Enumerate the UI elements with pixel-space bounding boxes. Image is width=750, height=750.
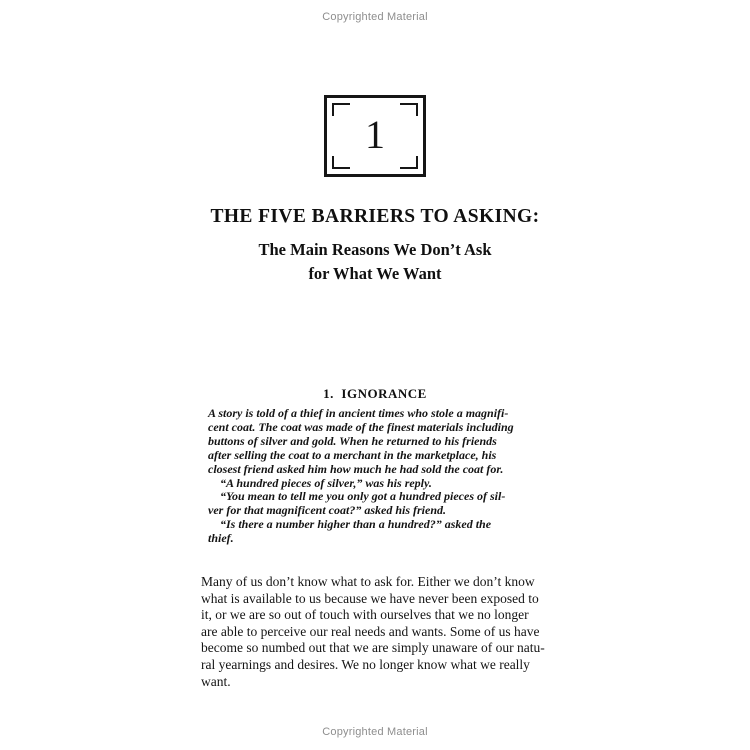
section-heading: 1. IGNORANCE: [323, 386, 427, 401]
corner-ornament-top-left: [332, 103, 350, 116]
corner-ornament-bottom-right: [400, 156, 418, 169]
corner-ornament-top-right: [400, 103, 418, 116]
chapter-number-box-wrap: [0, 95, 750, 177]
copyright-banner-bottom: Copyrighted Material: [322, 726, 428, 738]
copyright-banner-top: Copyrighted Material: [322, 11, 428, 23]
body-paragraph: Many of us don’t know what to ask for. Either we don’t know what is available to us because we have never been exposed to it, or we are so out of touch with ourselves that we no longer are able to perceive our real needs and wants. Some of us have become so numbed out that we are simply unaware of our natu- ral yearnings and desires. We no longer know what we really want.: [201, 574, 545, 689]
story-quote-block: A story is told of a thief in ancient times who stole a magnifi- cent coat. The coat was made of the finest materials including buttons of silver and gold. When he returned to his friends after selling the coat to a merchant in the marketplace, his closest friend asked him how much he had sold the coat for. “A hundred pieces of silver,” was his reply. “You mean to tell me you only got a hundred pieces of sil- ver for that magnificent coat?” asked his friend. “Is there a number higher than a hundred?” asked the thief.: [208, 406, 514, 546]
chapter-title: THE FIVE BARRIERS TO ASKING:: [210, 206, 540, 227]
chapter-number-box: [324, 95, 426, 177]
chapter-number: 1: [365, 112, 385, 157]
chapter-subtitle: The Main Reasons We Don’t Ask for What We Want: [258, 240, 492, 283]
corner-ornament-bottom-left: [332, 156, 350, 169]
